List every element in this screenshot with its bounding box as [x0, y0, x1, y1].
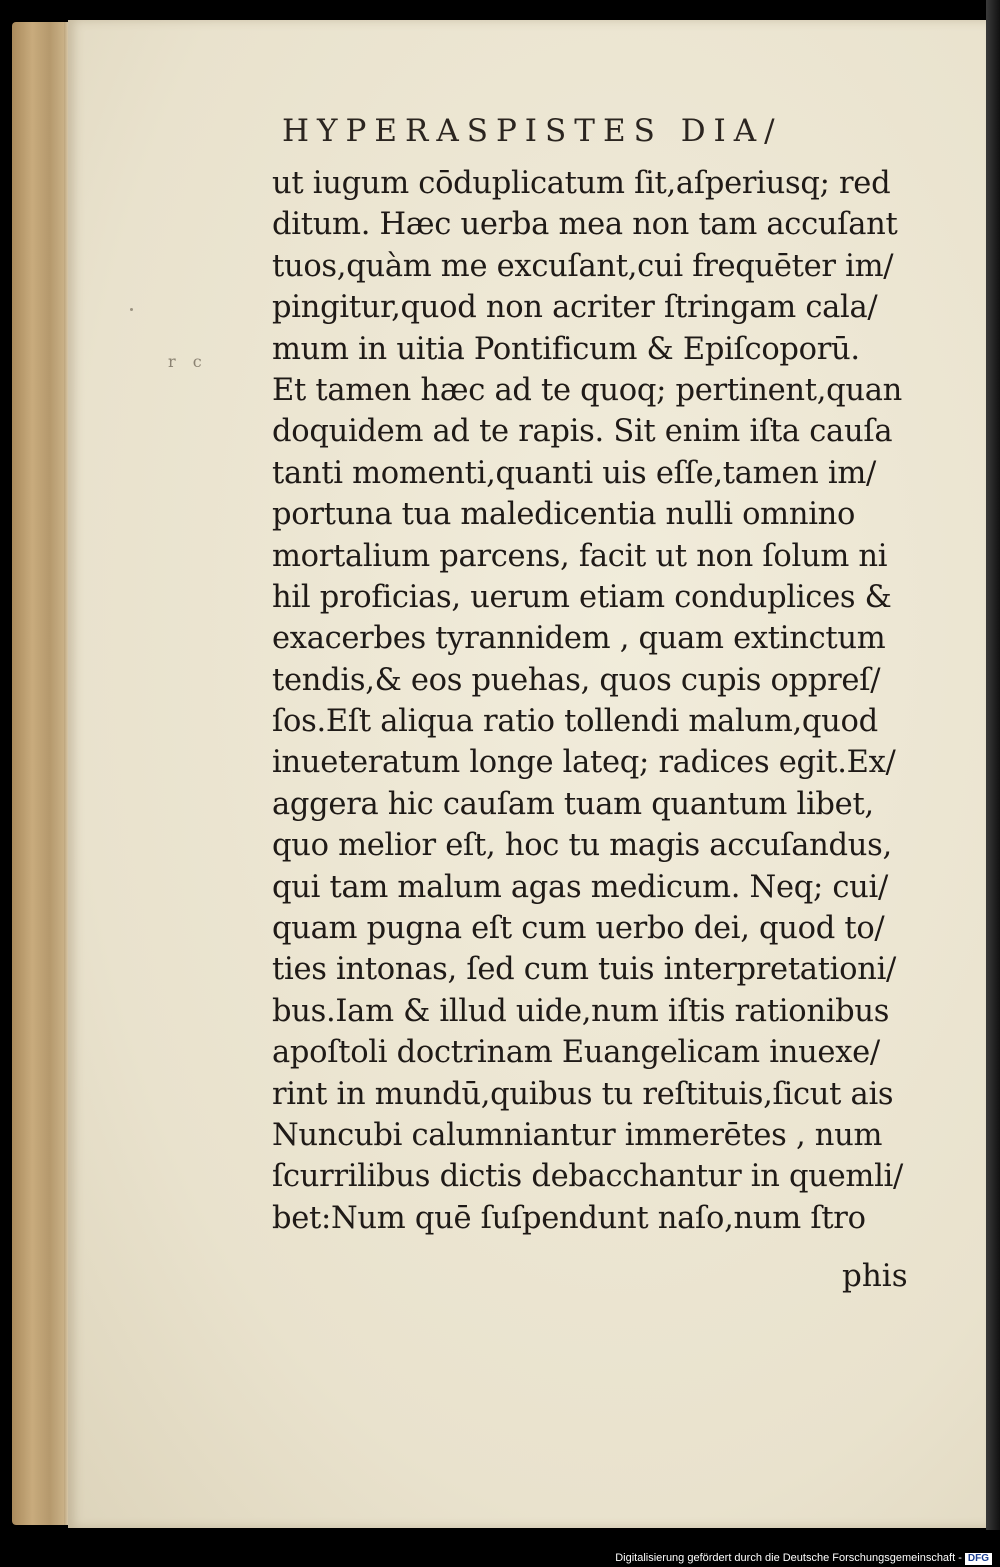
- catchword: phis: [842, 1258, 908, 1294]
- text-line: mum in uitia Pontificum & Epiſcoporū.: [272, 330, 860, 367]
- text-line: qui tam malum agas medicum. Neq; cui/: [272, 868, 889, 905]
- text-line: quo melior eſt, hoc tu magis accuſandus,: [272, 827, 892, 864]
- digitization-credit: [615, 1552, 992, 1565]
- text-line: doquidem ad te rapis. Sit enim iſta cauſa: [272, 413, 893, 450]
- text-line: inueteratum longe lateq; radices egit.Ex/: [272, 744, 896, 781]
- credit-text: Digitalisierung gefördert durch die Deutsche Forschungsgemeinschaft -: [615, 1552, 962, 1564]
- text-line: aggera hic cauſam tuam quantum libet,: [272, 785, 874, 822]
- text-line: Nuncubi calumniantur immerētes , num: [272, 1116, 883, 1153]
- text-line: quam pugna eſt cum uerbo dei, quod to/: [272, 910, 885, 947]
- text-line: hil proficias, uerum etiam conduplices &: [272, 578, 892, 615]
- body-text: [272, 163, 932, 1239]
- text-line: pingitur,quod non acriter ſtringam cala/: [272, 289, 878, 326]
- text-line: tanti momenti,quanti uis eſſe,tamen im/: [272, 454, 877, 491]
- text-line: apoſtoli doctrinam Euangelicam inuexe/: [272, 1034, 880, 1071]
- text-line: ditum. Hæc uerba mea non tam accuſant: [272, 206, 898, 243]
- dfg-logo-icon: DFG: [965, 1553, 992, 1565]
- text-line: portuna tua maledicentia nulli omnino: [272, 496, 856, 533]
- text-line: ſcurrilibus dictis debacchantur in quemli/: [272, 1158, 904, 1195]
- text-line: ut iugum cōduplicatum ſit,aſperiusq; red: [272, 165, 891, 201]
- text-line: exacerbes tyrannidem , quam extinctum: [272, 620, 886, 657]
- text-line: mortalium parcens, facit ut non ſolum ni: [272, 537, 888, 574]
- text-line: bet:Num quē ſuſpendunt naſo,num ſtro: [272, 1199, 866, 1236]
- margin-mark: r c: [168, 352, 208, 371]
- text-line: ſos.Eſt aliqua ratio tollendi malum,quod: [272, 703, 878, 740]
- binding-shadow: [986, 0, 1000, 1530]
- running-head: HYPERASPISTES DIA/: [282, 113, 783, 149]
- text-line: ties intonas, ſed cum tuis interpretationi/: [272, 951, 897, 988]
- text-line: tendis,& eos puehas, quos cupis oppreſ/: [272, 661, 881, 698]
- text-line: rint in mundū,quibus tu reſtituis,ſicut ais: [272, 1075, 894, 1112]
- text-line: tuos,quàm me excuſant,cui frequēter im/: [272, 247, 894, 284]
- ink-speck: [130, 308, 133, 311]
- text-line: bus.Iam & illud uide,num iſtis rationibus: [272, 992, 890, 1029]
- text-line: Et tamen hæc ad te quoq; pertinent,quan: [272, 371, 903, 408]
- page-edge-fore-edge: [12, 22, 70, 1525]
